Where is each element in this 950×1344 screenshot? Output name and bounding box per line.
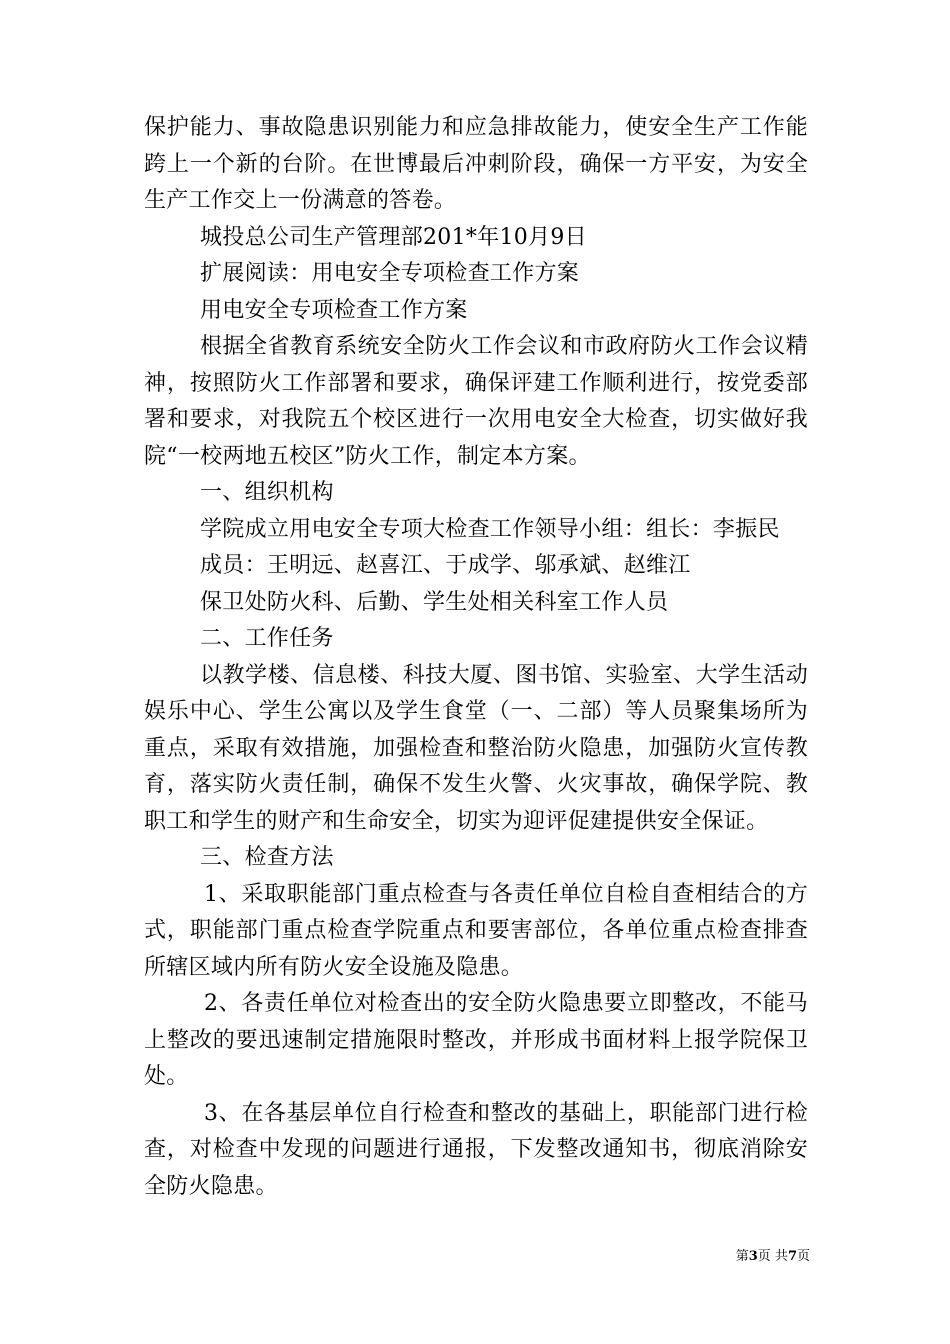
page-number-footer [680,1248,810,1266]
paragraph-signature: 城投总公司生产管理部201*年10月9日 [200,224,587,250]
footer-prefix: 第 [735,1249,749,1264]
paragraph-staff: 保卫处防火科、后勤、学生处相关科室工作人员 [200,589,669,615]
paragraph-plan-title: 用电安全专项检查工作方案 [200,297,468,323]
paragraph-leader: 学院成立用电安全专项大检查工作领导小组：组长：李振民 [200,516,780,542]
paragraph-extended-reading: 扩展阅读：用电安全专项检查工作方案 [200,261,580,286]
paragraph-method-1: 1、采取职能部门重点检查与各责任单位自检自查相结合的方式，职能部门重点检查学院重点和要害部位，各单位重点检查排查所辖区域内所有防火安全设施及隐患。 [144,881,808,980]
heading-methods: 三、检查方法 [200,845,334,870]
heading-organization: 一、组织机构 [200,480,334,505]
paragraph-plan-basis: 根据全省教育系统安全防火工作会议和市政府防火工作会议精神，按照防火工作部署和要求，确保评建工作顺利进行，按党委部署和要求，对我院五个校区进行一次用电安全大检查，切实做好我院“一校两地五校区”防火工作，制定本方案。 [144,334,808,469]
paragraph-intro-continuation: 保护能力、事故隐患识别能力和应急排故能力，使安全生产工作能跨上一个新的台阶。在世博最后冲刺阶段，确保一方平安，为安全生产工作交上一份满意的答卷。 [144,115,808,213]
footer-suffix: 页 [796,1249,810,1264]
document-body [144,110,808,1205]
paragraph-tasks: 以教学楼、信息楼、科技大厦、图书馆、实验室、大学生活动娱乐中心、学生公寓以及学生食堂（一、二部）等人员聚集场所为重点，采取有效措施，加强检查和整治防火隐患，加强防火宣传教育，落实防火责任制，确保不发生火警、火灾事故，确保学院、教职工和学生的财产和生命安全，切实为迎评促建提供安全保证。 [144,662,808,834]
footer-middle: 页 共 [757,1249,788,1264]
footer-total-pages: 7 [787,1249,797,1264]
paragraph-members: 成员：王明远、赵喜江、于成学、邬承斌、赵维江 [200,553,691,578]
paragraph-method-3: 3、在各基层单位自行检查和整改的基础上，职能部门进行检查，对检查中发现的问题进行通报，下发整改通知书，彻底消除安全防火隐患。 [144,1100,808,1199]
footer-current-page: 3 [748,1249,758,1264]
paragraph-method-2: 2、各责任单位对检查出的安全防火隐患要立即整改，不能马上整改的要迅速制定措施限时整改，并形成书面材料上报学院保卫处。 [144,991,808,1089]
heading-tasks: 二、工作任务 [200,626,334,651]
